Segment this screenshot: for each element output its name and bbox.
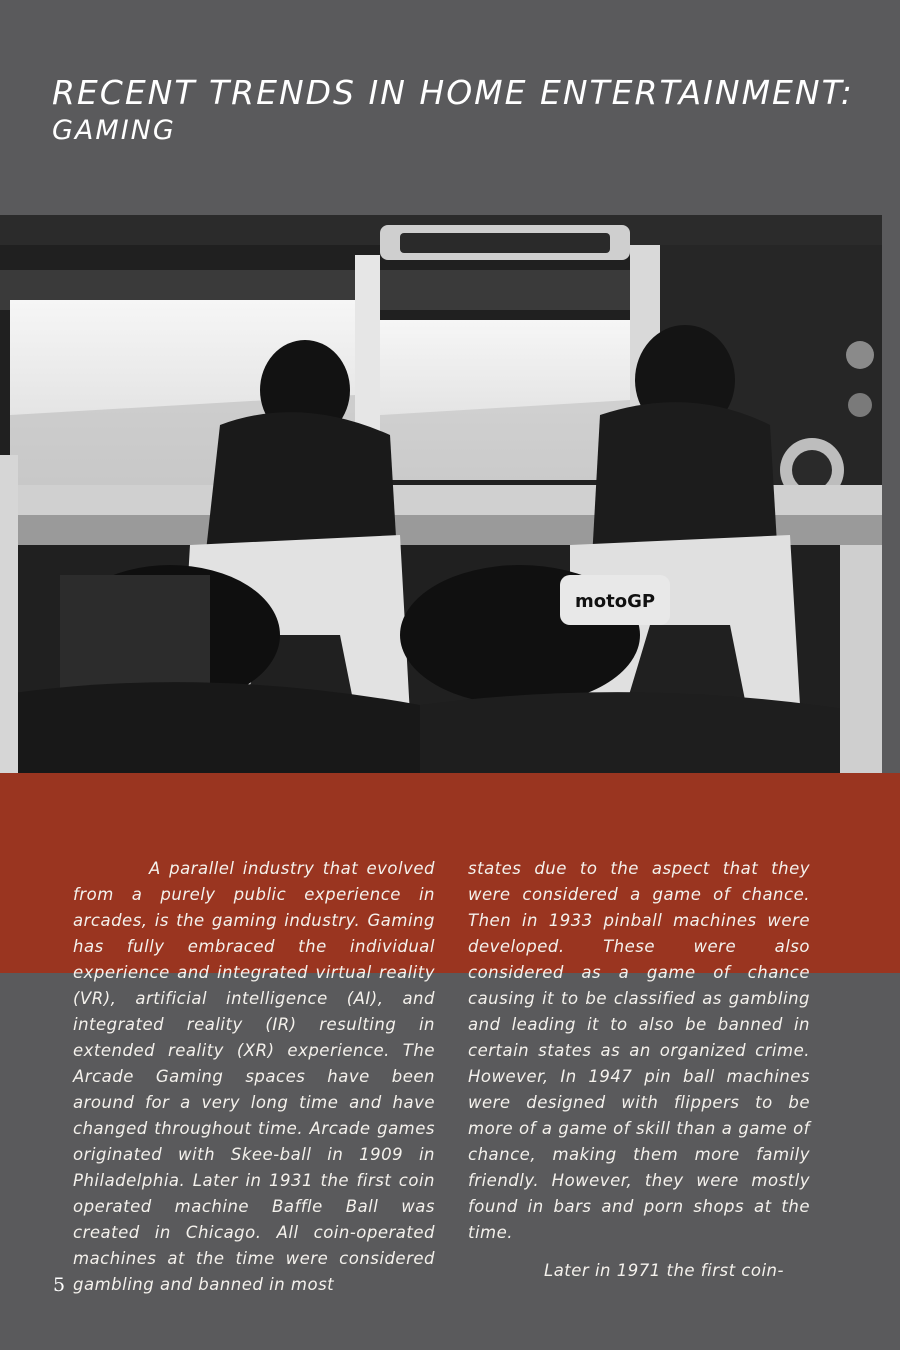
article-paragraph: states due to the aspect that they were considered a game of chance. Then in 1933 pinball machines were developed. These were also considered as a game of chance causing it to be classified as gambling and leading it to also be banned in certain states as an organized crime. However, In 1947 pin ball machines were designed with flippers to be more of a game of skill than a game of chance, making them more family friendly. However, they were mostly found in bars and porn shops at the time.: [468, 859, 810, 1242]
title-line-2: GAMING: [52, 115, 176, 146]
title-line-1: RECENT TRENDS IN HOME ENTERTAINMENT:: [52, 73, 854, 112]
page-number: 5: [53, 1274, 66, 1296]
article-column-left: [73, 856, 435, 1298]
arcade-photo: [0, 215, 882, 773]
article-paragraph: Later in 1971 the first coin-: [544, 1261, 784, 1280]
motogp-sign: motoGP: [575, 591, 656, 612]
page-title: [52, 72, 882, 148]
arcade-photo-illustration: [0, 215, 882, 773]
article-paragraph: A parallel industry that evolved from a purely public experience in arcades, is the gaming industry. Gaming has fully embraced the individual experience and integrated virtual reality (VR), artificial intelligence (AI), and integrated reality (IR) resulting in extended reality (XR) experience. The Arcade Gaming spaces have been around for a very long time and have changed throughout time. Arcade games originated with Skee-ball in 1909 in Philadelphia. Later in 1931 the first coin operated machine Baffle Ball was created in Chicago. All coin-operated machines at the time were considered gambling and banned in most: [73, 859, 435, 1294]
article-column-right: [468, 856, 810, 1284]
